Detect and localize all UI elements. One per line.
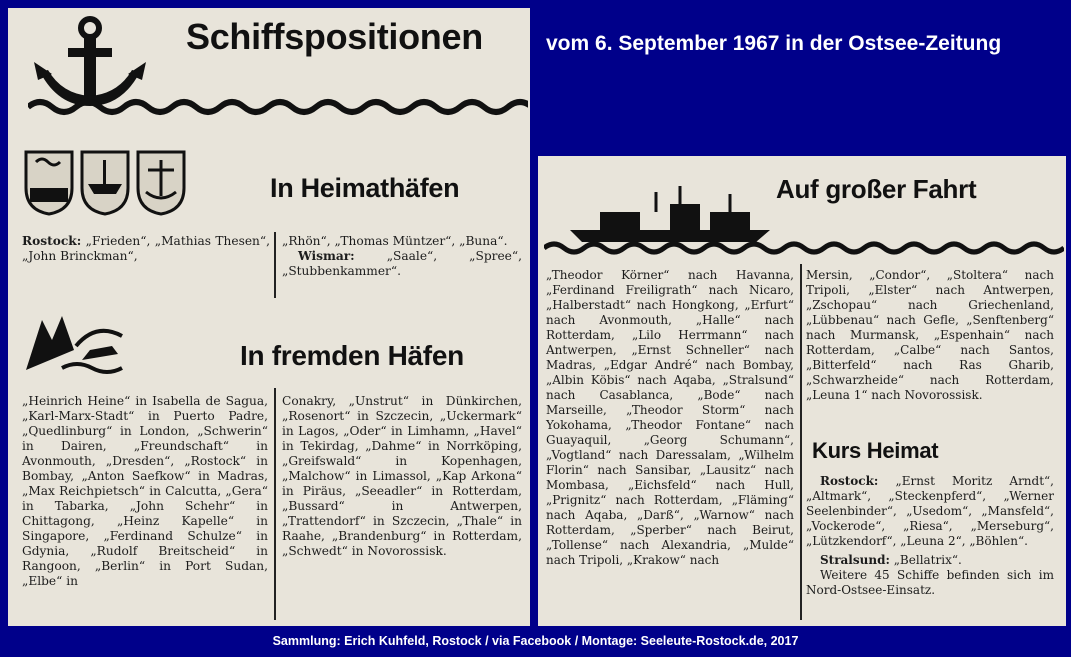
kurs-label-rostock: Rostock:: [820, 474, 879, 488]
coat-of-arms-icon: [22, 148, 192, 216]
heimat-text-wismar: „Saale“, „Spree“, „Stubbenkammer“.: [282, 249, 523, 278]
column-divider: [274, 232, 276, 298]
wave-rule-icon: [28, 96, 528, 118]
kurs-text-stralsund: „Bellatrix“.: [893, 553, 962, 567]
column-divider: [800, 264, 802, 620]
heimat-column-1: [22, 234, 270, 264]
kurs-text-rostock: „Ernst Moritz Arndt“, „Altmark“, „Steckenpferd“, „Werner Seelenbinder“, „Usedom“, „Mansfeld“, „Vockerode“, „Riesa“, „Merseburg“, „Lützkendorf“, „Leuna 2“, „Böhlen“.: [806, 474, 1054, 548]
heimat-text-rostock: „Frieden“, „Mathias Thesen“, „John Brinckman“,: [22, 234, 271, 263]
clipping-right: [538, 156, 1066, 626]
heimat-text-rostock-cont: „Rhön“, „Thomas Müntzer“, „Buna“.: [282, 234, 508, 248]
heimat-heading: In Heimathäfen: [270, 173, 460, 203]
fahrt-column-2: Mersin, „Condor“, „Stoltera“ nach Tripoli, „Elster“ nach Antwerpen, „Zschopau“ nach Griechenland, „Lübbenau“ nach Gefle, „Senftenberg“ nach Murmansk, „Espenhain“ nach Rotterdam, „Calbe“ nach Santos, „Bitterfeld“ nach Ras Gharib, „Schwarzheide“ nach Rotterdam, „Leuna 1“ nach Novorossisk.: [806, 268, 1054, 402]
harbour-scene-icon: [22, 310, 132, 380]
grosse-fahrt-heading: Auf großer Fahrt: [776, 174, 977, 204]
clipping-left: [8, 8, 530, 626]
fremd-column-2: Conakry, „Unstrut“ in Dünkirchen, „Rosenort“ in Szczecin, „Uckermark“ in Lagos, „Oder“ in Limhamn, „Havel“ in Tekirdag, „Dahme“ in Norrköping, „Greifswald“ in Kopenhagen, „Malchow“ in Limassol, „Kap Arkona“ in Piräus, „Seeadler“ in Rotterdam, „Bussard“ in Antwerpen, „Trattendorf“ in Szczecin, „Thale“ in Raahe, „Brandenburg“ in Rotterdam, „Schwedt“ in Novorossisk.: [282, 394, 522, 558]
credit-footer: Sammlung: Erich Kuhfeld, Rostock / via Facebook / Montage: Seeleute-Rostock.de, 2017: [272, 634, 799, 648]
fremd-heading: In fremden Häfen: [240, 340, 464, 371]
heimat-column-2: [282, 234, 522, 279]
heimat-label-wismar: Wismar:: [298, 249, 355, 263]
kurs-text-weitere: Weitere 45 Schiffe befinden sich im Nord-Ostsee-Einsatz.: [806, 568, 1054, 597]
kurs-heimat-column: [806, 474, 1054, 598]
column-divider: [274, 388, 276, 620]
heimat-label-rostock: Rostock:: [22, 234, 82, 248]
date-banner: vom 6. September 1967 in der Ostsee-Zeitung: [546, 32, 1002, 55]
page-title: Schiffspositionen: [186, 16, 483, 57]
wave-rule-icon: [544, 240, 1064, 256]
kurs-label-stralsund: Stralsund:: [820, 553, 890, 567]
fahrt-column-1: „Theodor Körner“ nach Havanna, „Ferdinand Freiligrath“ nach Nicaro, „Halberstadt“ nach Hongkong, „Erfurt“ nach Avonmouth, „Halle“ nach Rotterdam, „Lilo Herrmann“ nach Antwerpen, „Ernst Schneller“ nach Madras, „Edgar André“ nach Bombay, „Albin Köbis“ nach Aqaba, „Stralsund“ nach Casablanca, „Bode“ nach Marseille, „Theodor Storm“ nach Yokohama, „Theodor Fontane“ nach Guayaquil, „Georg Schumann“, „Vogtland“ nach Daressalam, „Wilhelm Florin“ nach Sansibar, „Lausitz“ nach Mombasa, „Eichsfeld“ nach Hull, „Prignitz“ nach Rotterdam, „Fläming“ nach Aqaba, „Darß“, „Warnow“ nach Rotterdam, „Sperber“ nach Beirut, „Tollense“ nach Alexandria, „Mulde“ nach Tripoli, „Krakow“ nach: [546, 268, 794, 567]
fremd-column-1: „Heinrich Heine“ in Isabella de Sagua, „Karl-Marx-Stadt“ in Puerto Padre, „Quedlinburg“ in London, „Schwerin“ in Dairen, „Freundschaft“ in Avonmouth, „Dresden“, „Rostock“ in Bombay, „Anton Saefkow“ in Madras, „Max Reichpietsch“ in Calcutta, „Gera“ in Tabarka, „John Schehr“ in Chittagong, „Heinz Kapelle“ in Singapore, „Ferdinand Schulze“ in Gdynia, „Rudolf Breitscheid“ in Rangoon, „Berlin“ in Port Sudan, „Elbe“ in: [22, 394, 268, 588]
kurs-heimat-heading: Kurs Heimat: [812, 438, 939, 463]
